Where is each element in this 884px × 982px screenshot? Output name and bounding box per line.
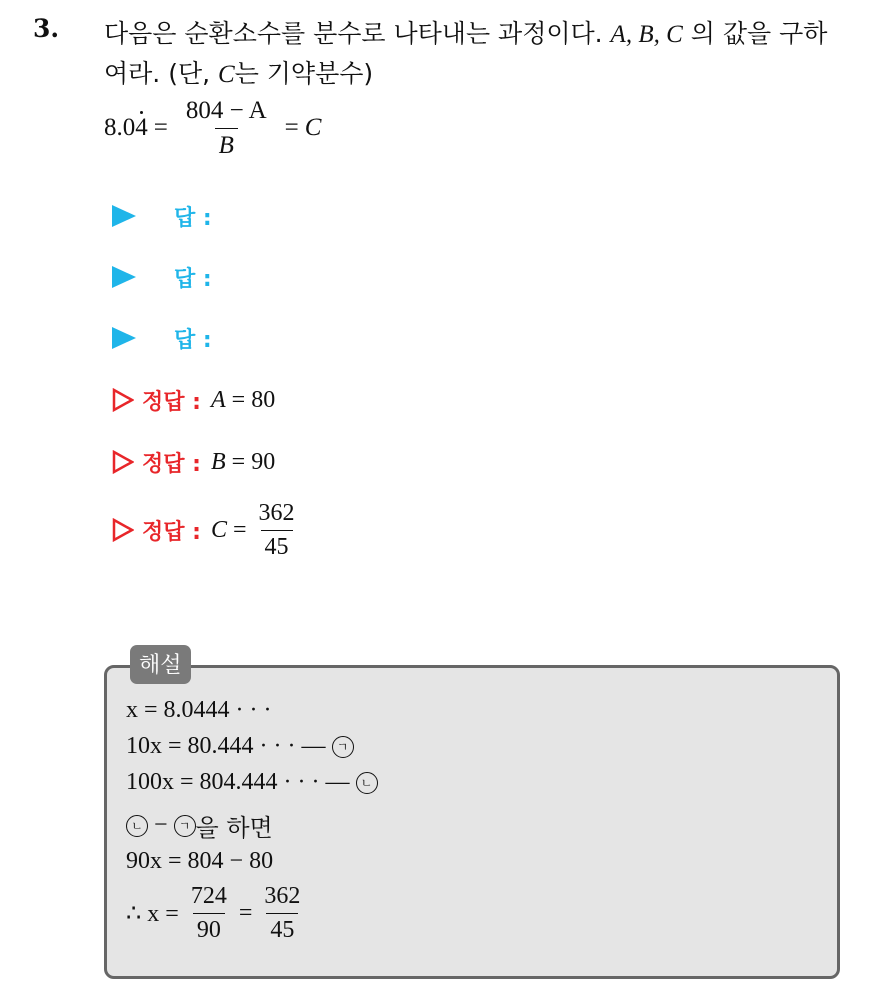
solution-line-4 <box>126 808 273 843</box>
lhs-int: 8.0 <box>104 114 136 141</box>
play-triangle-icon <box>112 266 136 288</box>
play-triangle-icon <box>112 205 136 227</box>
solution-text: x = 8.0444 · · · <box>126 697 272 723</box>
play-triangle-icon <box>112 327 136 349</box>
equation-lhs <box>104 114 148 142</box>
solution-text: 100x = 804.444 · · · — <box>126 769 350 795</box>
answer-var: A <box>210 386 226 413</box>
solution-text: 10x = 80.444 · · · — <box>126 733 326 759</box>
solution-line-2 <box>126 733 354 760</box>
question-text-line2 <box>104 54 373 90</box>
answer-field-3[interactable] <box>112 318 212 358</box>
repeating-digit: 4 <box>135 114 148 141</box>
answer-fraction <box>255 500 299 561</box>
equals-sign: = <box>284 114 299 141</box>
equation-rhs: C <box>304 114 322 141</box>
fraction-denominator: 45 <box>261 530 293 561</box>
solution-text: 을 하면 <box>195 814 273 842</box>
answer-var: B <box>210 448 226 475</box>
question-text-end: 의 값을 구하 <box>690 19 828 48</box>
answer-field-2[interactable] <box>112 257 212 297</box>
answer-value: 80 <box>251 386 276 413</box>
circled-nieun-mark: ㄴ <box>356 772 378 794</box>
answer-var: C <box>210 516 227 543</box>
answer-label: 답 : <box>174 205 212 231</box>
fraction-numerator: 362 <box>264 883 301 909</box>
correct-expression: A = 80 <box>210 386 276 413</box>
fraction-denominator: 90 <box>193 913 225 944</box>
solution-text: ∴ x = <box>126 901 179 927</box>
correct-label: 정답 : <box>142 519 201 545</box>
solution-fraction-2 <box>260 883 304 944</box>
outline-triangle-icon <box>112 388 134 412</box>
answer-label: 답 : <box>174 266 212 292</box>
fraction-numerator: 362 <box>258 499 295 526</box>
correct-expression: B = 90 <box>210 448 276 475</box>
solution-text: 90x = 804 − 80 <box>126 848 274 874</box>
question-condition-var: C <box>218 61 235 88</box>
equation-fraction <box>182 97 271 160</box>
fraction-denominator: B <box>215 128 238 160</box>
equals-sign: = <box>238 900 253 926</box>
correct-label: 정답 : <box>142 389 201 415</box>
question-number: 3. <box>33 14 60 43</box>
question-condition-start: 여라. (단, <box>104 59 211 88</box>
question-condition-end: 는 기약분수) <box>234 59 374 88</box>
question-variables: A, B, C <box>610 21 683 48</box>
solution-line-5 <box>126 848 273 875</box>
fraction-denominator: 45 <box>266 913 298 944</box>
circled-nieun-mark: ㄴ <box>126 815 148 837</box>
question-text-line1 <box>104 14 827 50</box>
answer-value: 90 <box>251 448 276 475</box>
solution-line-6 <box>126 883 312 944</box>
outline-triangle-icon <box>112 518 134 542</box>
equals-sign: = <box>153 114 168 141</box>
outline-triangle-icon <box>112 450 134 474</box>
circled-giyeok-mark: ㄱ <box>332 736 354 758</box>
solution-line-1 <box>126 697 272 724</box>
correct-answer-b <box>112 442 275 482</box>
solution-fraction-1 <box>187 883 231 944</box>
fraction-numerator: 724 <box>190 883 227 909</box>
correct-expression: C = $\frac{362}{45}$ <box>211 500 307 561</box>
answer-label: 답 : <box>174 327 212 353</box>
correct-answer-c <box>112 500 307 560</box>
correct-label: 정답 : <box>142 451 201 477</box>
question-equation <box>104 93 321 163</box>
answer-field-1[interactable] <box>112 196 212 236</box>
solution-line-3 <box>126 769 378 796</box>
correct-answer-a <box>112 380 275 420</box>
circled-giyeok-mark: ㄱ <box>174 815 196 837</box>
question-text: 다음은 순환소수를 분수로 나타내는 과정이다. <box>104 19 603 48</box>
minus-operator: − <box>154 812 168 838</box>
solution-tag: 해설 <box>130 645 191 684</box>
fraction-numerator: 804 − A <box>185 96 267 124</box>
